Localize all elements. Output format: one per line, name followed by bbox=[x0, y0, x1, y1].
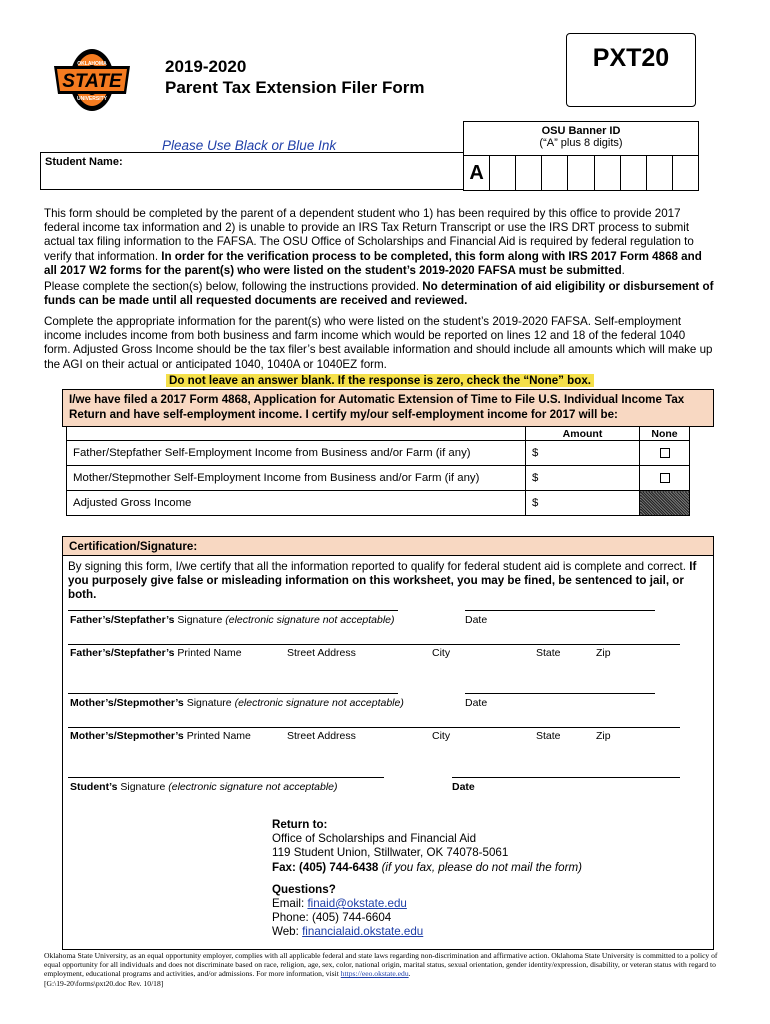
mother-signature-label: Mother’s/Stepmother’s Signature (electronic signature not acceptable) bbox=[70, 697, 404, 709]
income-table bbox=[66, 426, 690, 516]
return-to-block bbox=[272, 818, 582, 940]
intro-requirement-text: In order for the verification process to be completed, this form along with IRS 2017 Form 4868 and all 2017 W2 forms for the parent(s) who were listed on the student’s 2019-2020 FAFSA must be submitted bbox=[44, 249, 702, 277]
banner-id-field[interactable] bbox=[463, 155, 699, 191]
fax-line: Fax: (405) 744-6438 (if you fax, please do not mail the form) bbox=[272, 860, 582, 874]
mother-income-label: Mother/Stepmother Self-Employment Income from Business and/or Farm (if any) bbox=[67, 466, 526, 491]
email-line: Email: finaid@okstate.edu bbox=[272, 897, 407, 911]
certification-header: Certification/Signature: bbox=[62, 536, 714, 556]
ink-note: Please Use Black or Blue Ink bbox=[162, 138, 337, 153]
student-date-line[interactable] bbox=[452, 777, 680, 778]
mother-income-amount-field[interactable]: $ bbox=[526, 466, 640, 491]
father-date-label: Date bbox=[465, 614, 488, 626]
no-blank-notice: Do not leave an answer blank. If the response is zero, check the “None” box. bbox=[166, 374, 594, 387]
intro-end: . bbox=[621, 263, 625, 277]
income-label-header bbox=[67, 427, 526, 441]
form-id: PXT20 bbox=[592, 44, 670, 72]
student-signature-line[interactable] bbox=[68, 777, 384, 778]
instructions-warning: No determination of aid eligibility or disbursement of funds can be made until all requested documents are received and reviewed. bbox=[44, 280, 714, 308]
intro-paragraph bbox=[44, 207, 714, 278]
banner-digit-box[interactable] bbox=[595, 156, 621, 190]
footer-text: Oklahoma State University, as an equal opportunity employer, complies with all applicable federal and state laws regarding non-discrimination and affirmative action. Oklahoma State University is committed to a policy of equal opportunity for all individuals and does not discriminate based on race, religion, age, sex, color, national origin, marital status, sexual orientation, gender identity/expression, disability, or veteran status with regard to employment, educational programs and activities, and/or admissions. For more information, visit bbox=[44, 951, 718, 979]
student-signature-label: Student’s Signature (electronic signature not acceptable) bbox=[70, 781, 338, 793]
banner-id-title: OSU Banner ID bbox=[541, 125, 621, 137]
agi-amount-field[interactable]: $ bbox=[526, 491, 640, 516]
mother-printed-line[interactable] bbox=[68, 727, 680, 728]
father-zip-label: Zip bbox=[596, 647, 611, 659]
email-link[interactable]: finaid@okstate.edu bbox=[307, 897, 407, 911]
student-date-label: Date bbox=[452, 781, 475, 793]
father-date-line[interactable] bbox=[465, 610, 655, 611]
father-income-amount-field[interactable]: $ bbox=[526, 441, 640, 466]
student-name-field[interactable] bbox=[40, 152, 464, 190]
agi-none-shaded-cell bbox=[640, 491, 690, 516]
agi-label: Adjusted Gross Income bbox=[67, 491, 526, 516]
checkbox-icon bbox=[660, 448, 670, 458]
banner-digit-box[interactable] bbox=[568, 156, 594, 190]
banner-digit-box[interactable] bbox=[490, 156, 516, 190]
table-row bbox=[67, 491, 690, 516]
father-income-none-checkbox[interactable] bbox=[640, 441, 690, 466]
father-state-label: State bbox=[536, 647, 561, 659]
none-column-header: None bbox=[640, 427, 690, 441]
father-street-label: Street Address bbox=[287, 647, 356, 659]
mother-date-line[interactable] bbox=[465, 693, 655, 694]
mother-state-label: State bbox=[536, 730, 561, 742]
mother-street-label: Street Address bbox=[287, 730, 356, 742]
osu-logo bbox=[50, 44, 134, 116]
office-name: Office of Scholarships and Financial Aid bbox=[272, 832, 477, 846]
document-code: [G:\19-20\forms\pxt20.doc Rev. 10/18] bbox=[44, 978, 164, 988]
questions-title: Questions? bbox=[272, 882, 336, 896]
father-printed-name-label: Father’s/Stepfather’s Printed Name bbox=[70, 647, 242, 659]
amount-column-header: Amount bbox=[526, 427, 640, 441]
certification-statement bbox=[68, 560, 708, 603]
table-row bbox=[67, 441, 690, 466]
banner-id-header bbox=[463, 121, 699, 155]
income-explanation-paragraph: Complete the appropriate information for the parent(s) who were listed on the student’s 2019-2020 FAFSA. Self-employment income includes income from both business and farm income which would be reported on lines 12 and 18 of the federal 1040 form. Adjusted Gross Income should be the tax filer’s best available information and should include all amounts which will make up the AGI on their actual or anticipated 1040, 1040A or 1040EZ form. bbox=[44, 315, 713, 371]
web-line: Web: financialaid.okstate.edu bbox=[272, 925, 424, 939]
form-year: 2019-2020 bbox=[165, 57, 247, 76]
banner-digit-box[interactable] bbox=[621, 156, 647, 190]
form-title: Parent Tax Extension Filer Form bbox=[165, 78, 425, 97]
office-address: 119 Student Union, Stillwater, OK 74078-5061 bbox=[272, 846, 509, 860]
certification-text: By signing this form, I/we certify that all the information reported to qualify for federal student aid is complete and correct. bbox=[68, 560, 690, 573]
checkbox-icon bbox=[660, 473, 670, 483]
instructions-paragraph bbox=[44, 280, 714, 308]
banner-id-subtitle: (“A” plus 8 digits) bbox=[539, 137, 623, 149]
table-row bbox=[67, 466, 690, 491]
mother-date-label: Date bbox=[465, 697, 488, 709]
banner-digit-box[interactable] bbox=[516, 156, 542, 190]
form-id-box bbox=[566, 33, 696, 107]
eeo-link[interactable]: https://eeo.okstate.edu bbox=[340, 969, 409, 979]
return-to-title: Return to: bbox=[272, 818, 328, 831]
banner-id-prefix: A bbox=[464, 156, 490, 190]
intro-text: This form should be completed by the parent of a dependent student who 1) has been required by this office to provide 2017 federal income tax information and 2) is unable to provide an IRS Tax Return Transcript or use the IRS DRT process to submit actual tax filing information to the FAFSA. The OSU Office of Scholarships and Financial Aid is required by federal regulation to verify that information. bbox=[44, 207, 694, 263]
student-name-label: Student Name: bbox=[45, 156, 123, 168]
banner-digit-box[interactable] bbox=[673, 156, 698, 190]
certification-warning: If you purposely give false or misleading information on this worksheet, you may be fined, be sentenced to jail, or both. bbox=[68, 560, 697, 602]
mother-income-none-checkbox[interactable] bbox=[640, 466, 690, 491]
father-signature-label: Father’s/Stepfather’s Signature (electronic signature not acceptable) bbox=[70, 614, 395, 626]
web-link[interactable]: financialaid.okstate.edu bbox=[302, 925, 424, 939]
income-table-header-row bbox=[67, 427, 690, 441]
mother-signature-line[interactable] bbox=[68, 693, 398, 694]
instructions-text: Please complete the section(s) below, following the instructions provided. bbox=[44, 280, 423, 293]
mother-city-label: City bbox=[432, 730, 451, 742]
father-income-label: Father/Stepfather Self-Employment Income from Business and/or Farm (if any) bbox=[67, 441, 526, 466]
mother-printed-name-label: Mother’s/Stepmother’s Printed Name bbox=[70, 730, 251, 742]
banner-digit-box[interactable] bbox=[647, 156, 673, 190]
footer-disclaimer: Oklahoma State University, as an equal opportunity employer, complies with all applicable federal and state laws regarding non-discrimination and affirmative action. Oklahoma State University is committed to a policy of equal opportunity for all individuals and does not discriminate based on race, religion, age, sex, color, national origin, marital status, sexual orientation, gender identity/expression, disability, or veteran status with regard to employment, educational programs and activities, and/or admissions. For more information, visit https://eeo.okstate.edu. [G:\19-20\forms\pxt20.doc Rev. 10/18] bbox=[44, 951, 718, 988]
mother-zip-label: Zip bbox=[596, 730, 611, 742]
logo-top-text: OKLAHOMA bbox=[77, 61, 107, 67]
logo-bottom-text: UNIVERSITY bbox=[76, 96, 108, 102]
father-signature-line[interactable] bbox=[68, 610, 398, 611]
phone-line: Phone: (405) 744-6604 bbox=[272, 911, 392, 925]
logo-main-text: STATE bbox=[62, 71, 122, 92]
father-printed-line[interactable] bbox=[68, 644, 680, 645]
banner-digit-box[interactable] bbox=[542, 156, 568, 190]
father-city-label: City bbox=[432, 647, 451, 659]
income-section-header: I/we have filed a 2017 Form 4868, Application for Automatic Extension of Time to File U.S. Individual Income Tax Return and have self-employment income. I certify my/our self-employment income for 2017 will be: bbox=[62, 389, 714, 427]
